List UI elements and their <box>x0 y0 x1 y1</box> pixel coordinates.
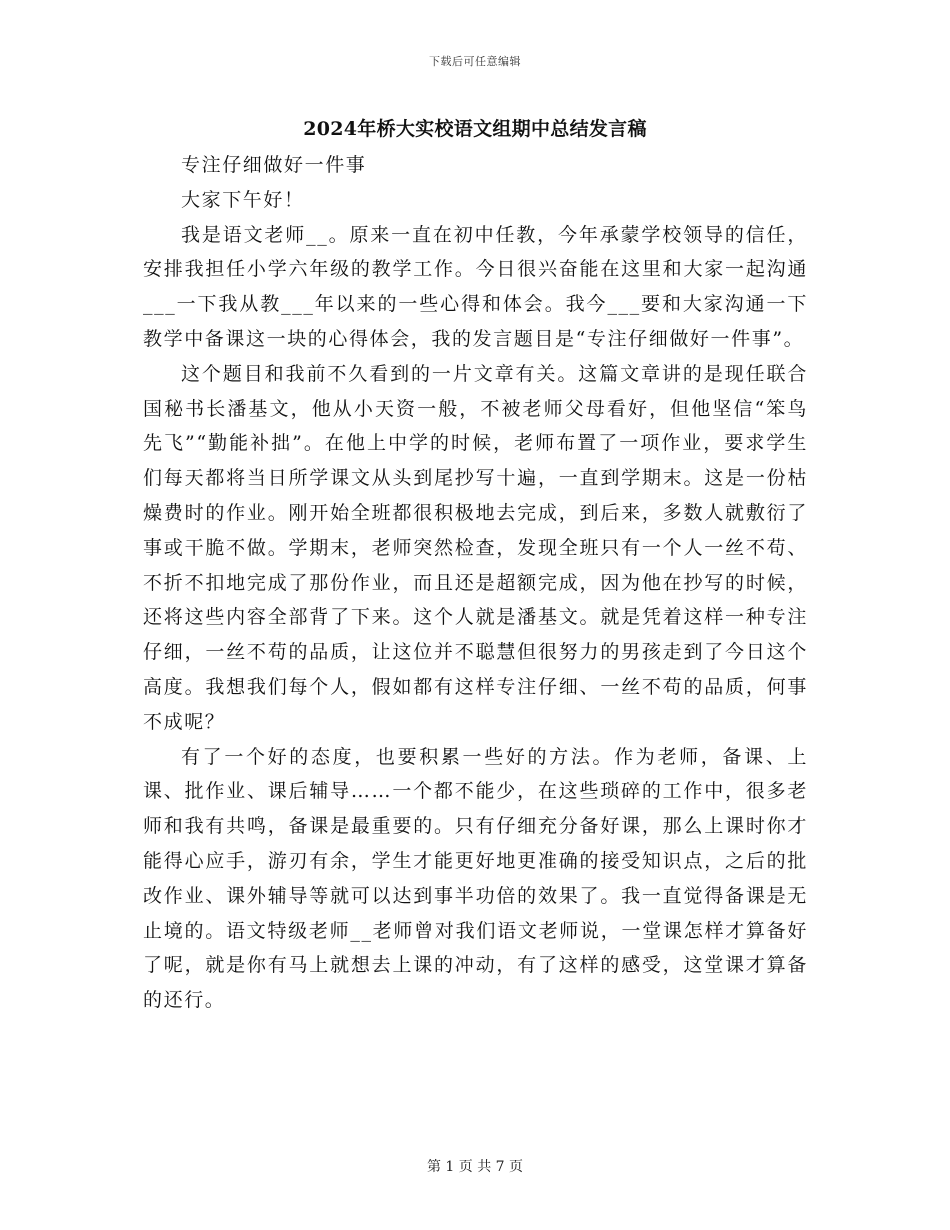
header-note: 下载后可任意编辑 <box>429 55 521 68</box>
subtitle-paragraph: 专注仔细做好一件事 <box>181 154 367 176</box>
body-paragraph: 这个题目和我前不久看到的一片文章有关。这篇文章讲的是现任联合国秘书长潘基文，他从小天资一般，不被老师父母看好，但他坚信“笨鸟先飞”“勤能补拙”。在他上中学的时候，老师布置了一项作业，要求学生们每天都将当日所学课文从头到尾抄写十遍，一直到学期末。这是一份枯燥费时的作业。刚开始全班都很积极地去完成，到后来，多数人就敷衍了事或干脆不做。学期末，老师突然检查，发现全班只有一个人一丝不苟、不折不扣地完成了那份作业，而且还是超额完成，因为他在抄写的时候，还将这些内容全部背了下来。这个人就是潘基文。就是凭着这样一种专注仔细，一丝不苟的品质，让这位并不聪慧但很努力的男孩走到了今日这个高度。我想我们每个人，假如都有这样专注仔细、一丝不苟的品质，何事不成呢？ <box>143 362 808 733</box>
document-title: 2024年桥大实校语文组期中总结发言稿 <box>303 118 647 140</box>
body-paragraph: 我是语文老师__。原来一直在初中任教，今年承蒙学校领导的信任，安排我担任小学六年级的教学工作。今日很兴奋能在这里和大家一起沟通___一下我从教___年以来的一些心得和体会。我今___要和大家沟通一下教学中备课这一块的心得体会，我的发言题目是“专注仔细做好一件事”。 <box>143 223 808 350</box>
body-paragraph: 有了一个好的态度，也要积累一些好的方法。作为老师，备课、上课、批作业、课后辅导……一个都不能少，在这些琐碎的工作中，很多老师和我有共鸣，备课是最重要的。只有仔细充分备好课，那么上课时你才能得心应手，游刃有余，学生才能更好地更准确的接受知识点，之后的批改作业、课外辅导等就可以达到事半功倍的效果了。我一直觉得备课是无止境的。语文特级老师__老师曾对我们语文老师说，一堂课怎样才算备好了呢，就是你有马上就想去上课的冲动，有了这样的感受，这堂课才算备的还行。 <box>143 745 808 1012</box>
page-number-footer: 第 1 页 共 7 页 <box>426 1159 524 1175</box>
document-body <box>143 148 808 1018</box>
greeting-paragraph: 大家下午好！ <box>181 188 305 211</box>
